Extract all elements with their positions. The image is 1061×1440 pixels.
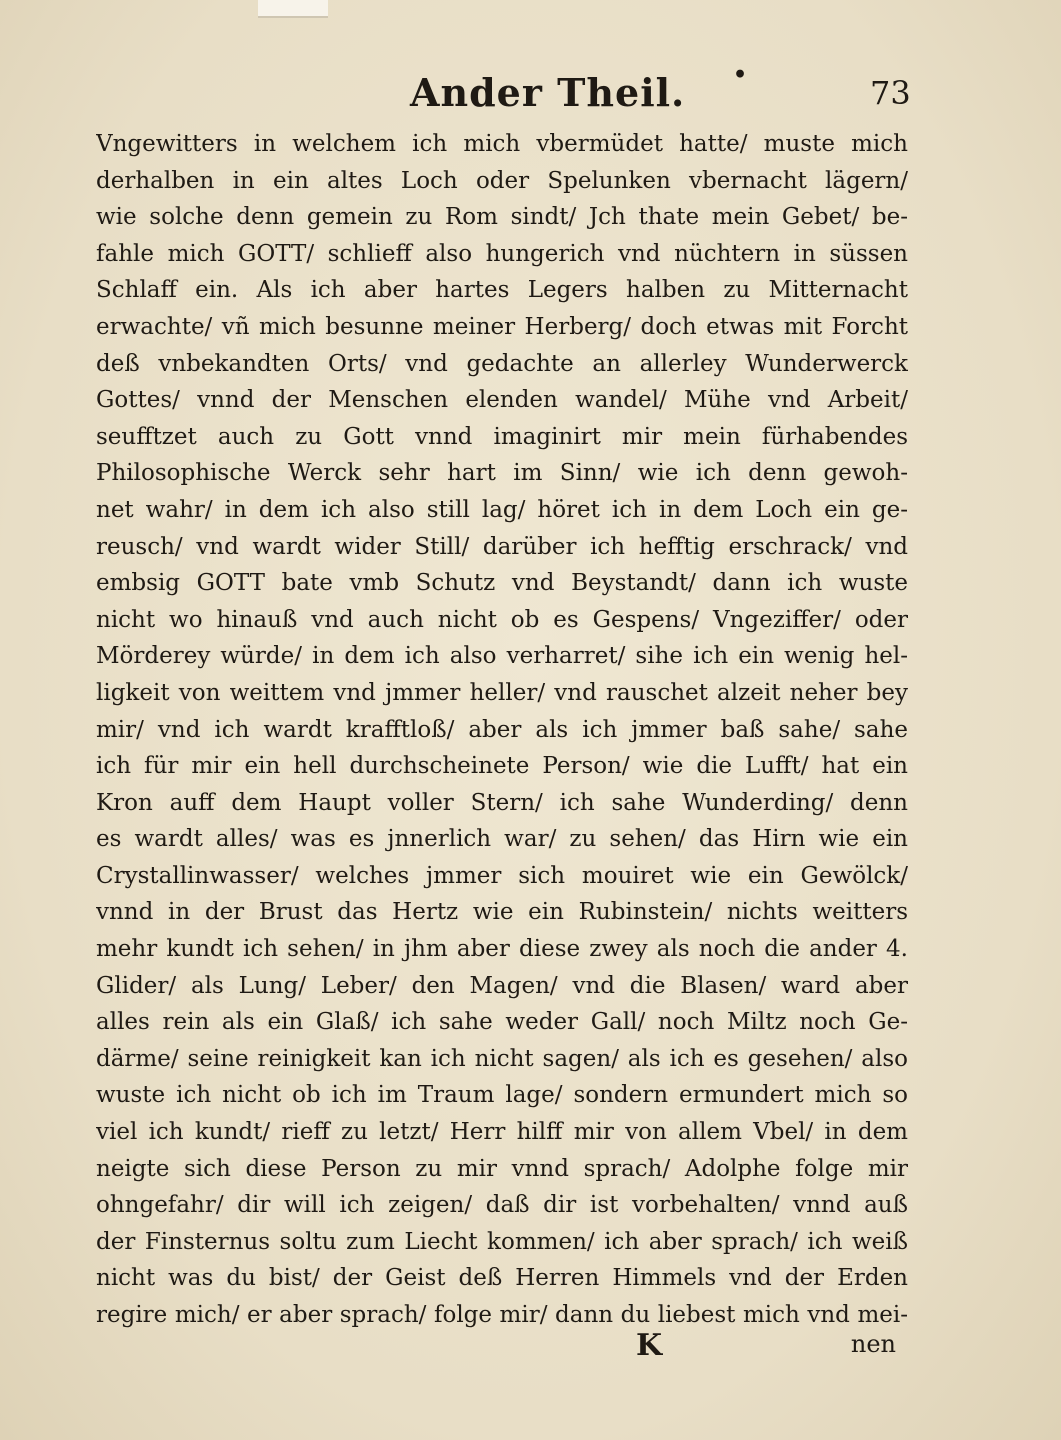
body-text — [96, 126, 908, 1334]
text-line: wuste ich nicht ob ich im Traum lage/ sondern ermundert mich so — [96, 1082, 908, 1109]
text-line: Mörderey würde/ in dem ich also verharret/ sihe ich ein wenig hel- — [96, 643, 908, 670]
text-line: nicht wo hinauß vnd auch nicht ob es Gespens/ Vngeziffer/ oder — [96, 606, 908, 633]
text-line: ligkeit von weittem vnd jmmer heller/ vnd rauschet alzeit neher bey — [96, 679, 908, 706]
text-line: net wahr/ in dem ich also still lag/ höret ich in dem Loch ein ge- — [96, 496, 908, 523]
paper-tab-mark — [258, 0, 328, 18]
text-line: deß vnbekandten Orts/ vnd gedachte an allerley Wunderwerck — [96, 350, 908, 377]
text-line: wie solche denn gemein zu Rom sindt/ Jch thate mein Gebet/ be- — [96, 204, 908, 231]
running-title: Ander Theil. — [410, 70, 686, 115]
text-line: Schlaff ein. Als ich aber hartes Legers halben zu Mitternacht — [96, 277, 908, 304]
text-line: Crystallinwasser/ welches jmmer sich mouiret wie ein Gewölck/ — [96, 862, 908, 889]
text-line: neigte sich diese Person zu mir vnnd sprach/ Adolphe folge mir — [96, 1155, 908, 1182]
text-line: Gottes/ vnnd der Menschen elenden wandel/ Mühe vnd Arbeit/ — [96, 387, 908, 414]
text-line: erwachte/ vñ mich besunne meiner Herberg/ doch etwas mit Forcht — [96, 313, 908, 340]
text-line: Philosophische Werck sehr hart im Sinn/ wie ich denn gewoh- — [96, 460, 908, 487]
text-line: derhalben in ein altes Loch oder Spelunken vbernacht lägern/ — [96, 167, 908, 194]
text-line: viel ich kundt/ rieff zu letzt/ Herr hilff mir von allem Vbel/ in dem — [96, 1119, 908, 1146]
text-line: der Finsternus soltu zum Liecht kommen/ ich aber sprach/ ich weiß — [96, 1228, 908, 1255]
text-line: Glider/ als Lung/ Leber/ den Magen/ vnd die Blasen/ ward aber — [96, 972, 908, 999]
text-line: embsig GOTT bate vmb Schutz vnd Beystandt/ dann ich wuste — [96, 570, 908, 597]
page-footer — [96, 1328, 908, 1368]
text-line: ich für mir ein hell durchscheinete Person/ wie die Lufft/ hat ein — [96, 753, 908, 780]
text-line: alles rein als ein Glaß/ ich sahe weder Gall/ noch Miltz noch Ge- — [96, 1009, 908, 1036]
text-line: vnnd in der Brust das Hertz wie ein Rubinstein/ nichts weitters — [96, 899, 908, 926]
text-line: nicht was du bist/ der Geist deß Herren Himmels vnd der Erden — [96, 1265, 908, 1292]
catchword: nen — [850, 1330, 896, 1358]
text-line: seufftzet auch zu Gott vnnd imaginirt mir mein fürhabendes — [96, 423, 908, 450]
signature-mark: K — [636, 1328, 663, 1363]
running-head — [0, 62, 1061, 122]
text-line: fahle mich GOTT/ schlieff also hungerich vnd nüchtern in süssen — [96, 240, 908, 267]
page-number: 73 — [870, 74, 911, 112]
text-line: es wardt alles/ was es jnnerlich war/ zu sehen/ das Hirn wie ein — [96, 826, 908, 853]
text-line: mehr kundt ich sehen/ in jhm aber diese zwey als noch die ander 4. — [96, 936, 908, 963]
text-line: mir/ vnd ich wardt krafftloß/ aber als ich jmmer baß sahe/ sahe — [96, 716, 908, 743]
text-line: reusch/ vnd wardt wider Still/ darüber ich hefftig erschrack/ vnd — [96, 533, 908, 560]
text-line: regire mich/ er aber sprach/ folge mir/ dann du liebest mich vnd mei- — [96, 1302, 908, 1328]
text-line: ohngefahr/ dir will ich zeigen/ daß dir ist vorbehalten/ vnnd auß — [96, 1192, 908, 1219]
text-line: Kron auff dem Haupt voller Stern/ ich sahe Wunderding/ denn — [96, 789, 908, 816]
ornament-dot: • — [733, 62, 748, 88]
text-line: Vngewitters in welchem ich mich vbermüdet hatte/ muste mich — [96, 131, 908, 157]
text-line: därme/ seine reinigkeit kan ich nicht sagen/ als ich es gesehen/ also — [96, 1045, 908, 1072]
